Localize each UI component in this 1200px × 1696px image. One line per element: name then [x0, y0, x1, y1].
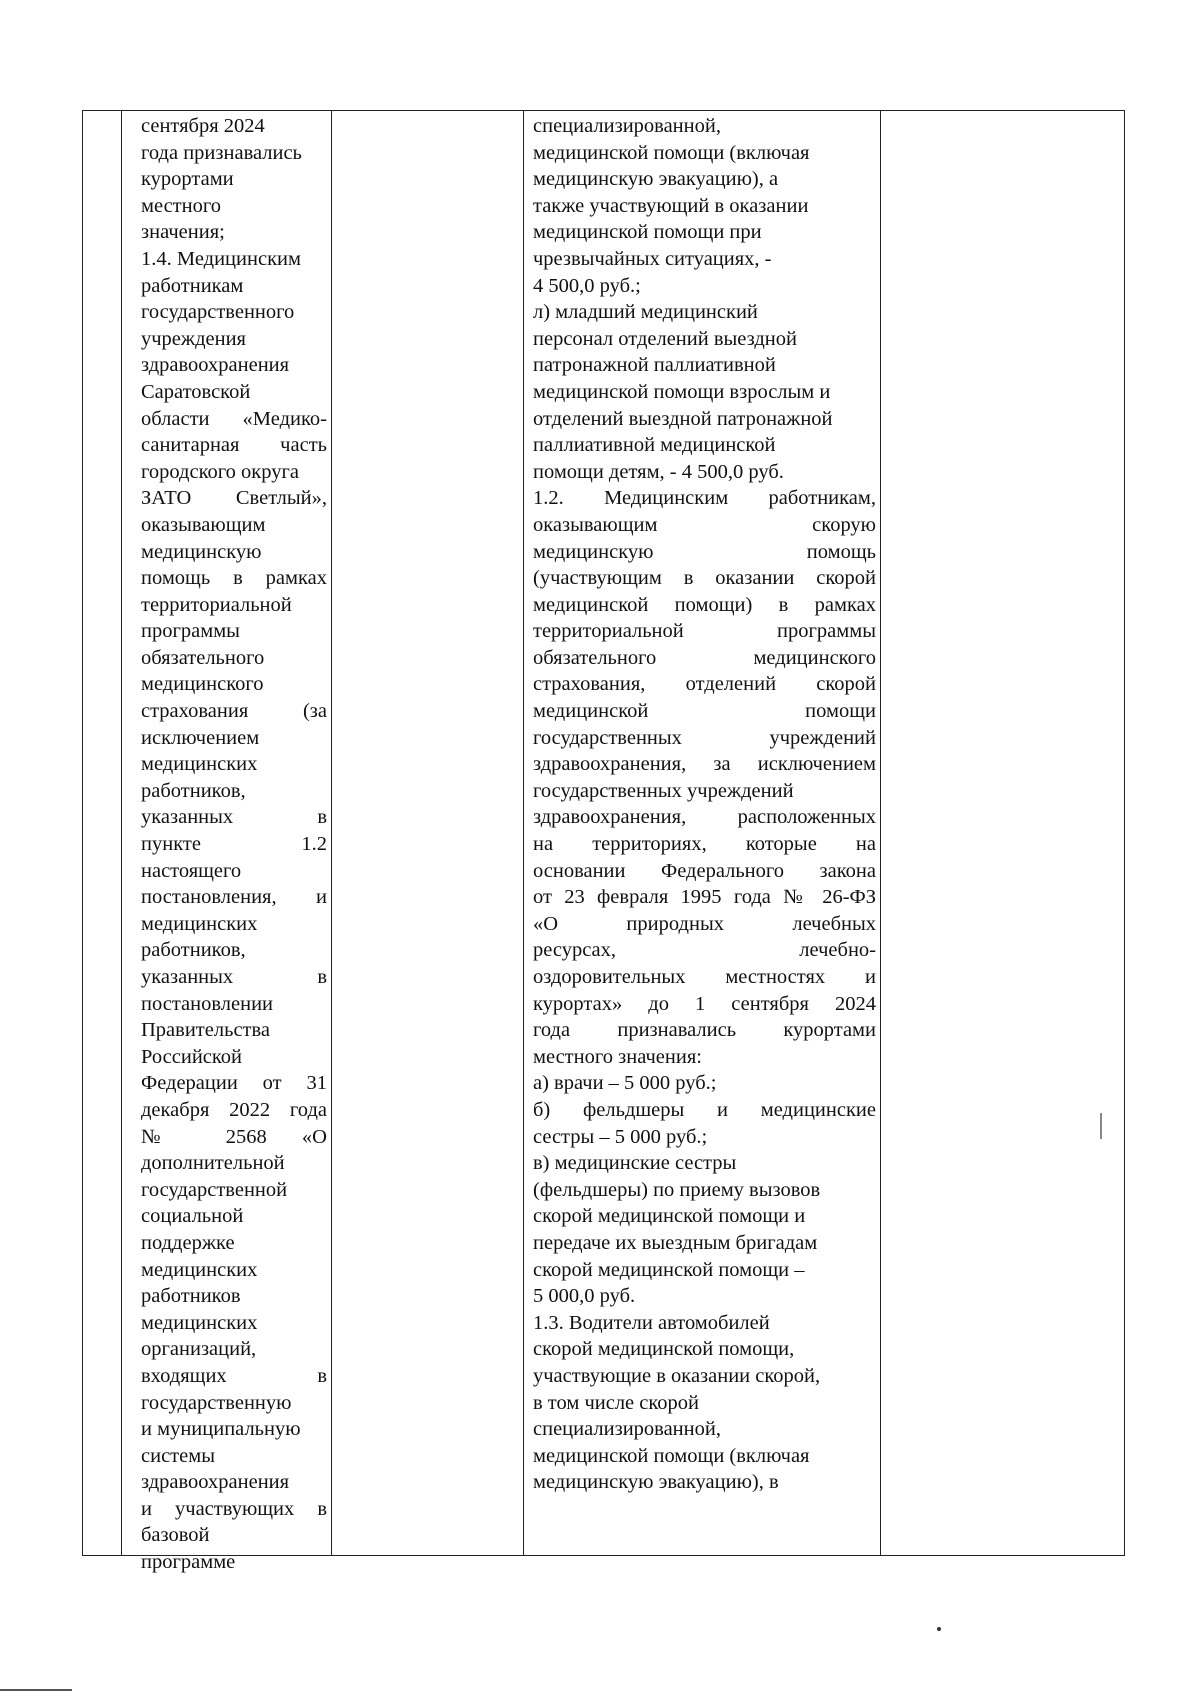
text-line: в том числе скорой: [533, 1391, 700, 1414]
table-cell-recipient-category: [141, 113, 327, 1576]
text-line: здравоохранения, за исключением: [533, 753, 876, 776]
text-line: скорой медицинской помощи –: [533, 1258, 805, 1281]
text-line: медицинских: [141, 1311, 258, 1334]
text-line: учреждения: [141, 327, 246, 350]
text-line: 4 500,0 руб.;: [533, 274, 641, 297]
text-line: в) медицинские сестры: [533, 1152, 737, 1175]
text-line: паллиативной медицинской: [533, 434, 776, 457]
text-line: ресурсах, лечебно-: [533, 939, 876, 962]
text-line: оздоровительных местностях и: [533, 966, 876, 988]
text-line: оказывающим скорую: [533, 513, 876, 536]
text-line: здравоохранения, расположенных: [533, 806, 876, 829]
text-line: здравоохранения: [141, 1471, 290, 1494]
text-line: ЗАТО Светлый»,: [141, 487, 327, 510]
table-cell-payment-amounts: [533, 113, 876, 1496]
text-line: территориальной программы: [533, 620, 876, 643]
text-line: Российской: [141, 1045, 243, 1068]
text-line: государственную: [141, 1391, 292, 1414]
text-line: курортах» до 1 сентября 2024: [533, 992, 876, 1015]
text-line: передаче их выездным бригадам: [533, 1231, 818, 1254]
text-line: от 23 февраля 1995 года № 26-ФЗ: [533, 886, 876, 909]
text-line: года признавались курортами: [533, 1019, 876, 1042]
text-line: настоящего: [141, 859, 242, 882]
text-line: системы: [141, 1444, 215, 1467]
text-line: медицинских: [141, 912, 258, 935]
text-line: постановления, и: [141, 886, 327, 909]
text-line: работникам: [141, 274, 244, 297]
text-line: медицинских: [141, 1258, 258, 1281]
text-line: дополнительной: [141, 1152, 285, 1175]
text-line: и участвующих в: [141, 1497, 327, 1520]
text-line: медицинской помощи при: [533, 221, 762, 244]
text-line: специализированной,: [533, 1418, 721, 1441]
text-line: программы: [141, 620, 240, 643]
text-line: территориальной: [141, 593, 292, 616]
text-line: чрезвычайных ситуациях, -: [533, 247, 772, 270]
text-line: специализированной,: [533, 115, 721, 137]
text-line: (фельдшеры) по приему вызовов: [533, 1178, 821, 1201]
text-line: базовой: [141, 1524, 210, 1547]
text-line: патронажной паллиативной: [533, 354, 776, 377]
text-line: медицинскую эвакуацию), в: [533, 1471, 779, 1494]
table-column-divider-2: [331, 111, 332, 1555]
text-line: пункте 1.2: [141, 833, 327, 856]
text-line: медицинской помощи (включая: [533, 141, 810, 164]
text-line: декабря 2022 года: [141, 1098, 327, 1121]
text-line: организаций,: [141, 1338, 257, 1361]
text-line: медицинской помощи взрослым и: [533, 380, 831, 403]
text-line: персонал отделений выездной: [533, 327, 797, 350]
text-line: (участвующим в оказании скорой: [533, 567, 876, 590]
text-line: и муниципальную: [141, 1418, 301, 1441]
text-line: скорой медицинской помощи и: [533, 1205, 806, 1228]
text-line: 1.3. Водители автомобилей: [533, 1311, 770, 1334]
text-line: л) младший медицинский: [533, 301, 758, 324]
text-line: на территориях, которые на: [533, 833, 876, 856]
text-line: работников: [141, 1285, 241, 1308]
text-line: постановлении: [141, 992, 274, 1015]
text-line: также участвующий в оказании: [533, 194, 809, 217]
text-line: области «Медико-: [141, 407, 327, 430]
text-line: социальной: [141, 1205, 244, 1228]
text-line: сестры – 5 000 руб.;: [533, 1125, 708, 1148]
text-line: сентября 2024: [141, 115, 265, 137]
text-line: медицинскую помощь: [533, 540, 876, 563]
scan-footer-line: [0, 1689, 72, 1691]
text-line: 5 000,0 руб.: [533, 1285, 636, 1308]
text-line: участвующие в оказании скорой,: [533, 1364, 821, 1387]
text-line: Саратовской: [141, 380, 251, 403]
text-line: Федерации от 31: [141, 1072, 327, 1095]
text-line: помощи детям, - 4 500,0 руб.: [533, 460, 784, 483]
text-line: обязательного: [141, 646, 265, 669]
text-line: работников,: [141, 939, 246, 962]
text-line: государственной: [141, 1178, 288, 1201]
text-line: медицинских: [141, 753, 258, 776]
text-line: значения;: [141, 221, 225, 244]
text-line: курортами: [141, 168, 234, 191]
text-line: указанных в: [141, 966, 327, 988]
text-line: указанных в: [141, 806, 327, 829]
text-line: страхования (за: [141, 700, 327, 723]
text-line: программе: [141, 1551, 236, 1574]
text-line: медицинскую: [141, 540, 262, 563]
text-line: медицинскую эвакуацию), а: [533, 168, 779, 191]
table-column-divider-3: [523, 111, 524, 1555]
text-line: а) врачи – 5 000 руб.;: [533, 1072, 717, 1095]
text-line: оказывающим: [141, 513, 266, 536]
text-line: медицинской помощи (включая: [533, 1444, 810, 1467]
text-line: местного: [141, 194, 222, 217]
table-column-divider-4: [880, 111, 881, 1555]
text-line: 1.2. Медицинским работникам,: [533, 487, 876, 510]
text-line: года признавались: [141, 141, 302, 164]
table-column-divider-1: [121, 111, 122, 1555]
text-line: 1.4. Медицинским: [141, 247, 301, 270]
document-table: [82, 110, 1125, 1574]
text-line: поддержке: [141, 1231, 235, 1254]
text-line: местного значения:: [533, 1045, 702, 1068]
text-line: городского округа: [141, 460, 299, 483]
text-line: № 2568 «О: [141, 1125, 327, 1148]
text-line: государственного: [141, 301, 295, 324]
text-line: Правительства: [141, 1019, 271, 1042]
scan-mark: [1100, 1113, 1102, 1139]
text-line: государственных учреждений: [533, 779, 794, 802]
text-line: государственных учреждений: [533, 726, 876, 749]
text-line: отделений выездной патронажной: [533, 407, 833, 430]
text-line: страхования, отделений скорой: [533, 673, 876, 696]
text-line: обязательного медицинского: [533, 646, 876, 669]
text-line: здравоохранения: [141, 354, 290, 377]
scan-speck: [937, 1627, 941, 1631]
text-line: помощь в рамках: [141, 567, 327, 590]
text-line: медицинского: [141, 673, 264, 696]
text-line: основании Федерального закона: [533, 859, 876, 882]
text-line: медицинской помощи) в рамках: [533, 593, 876, 616]
text-line: «О природных лечебных: [533, 912, 876, 935]
text-line: работников,: [141, 779, 246, 802]
text-line: исключением: [141, 726, 260, 749]
text-line: б) фельдшеры и медицинские: [533, 1098, 876, 1121]
text-line: скорой медицинской помощи,: [533, 1338, 795, 1361]
text-line: санитарная часть: [141, 434, 327, 457]
text-line: входящих в: [141, 1364, 327, 1387]
text-line: медицинской помощи: [533, 700, 876, 723]
